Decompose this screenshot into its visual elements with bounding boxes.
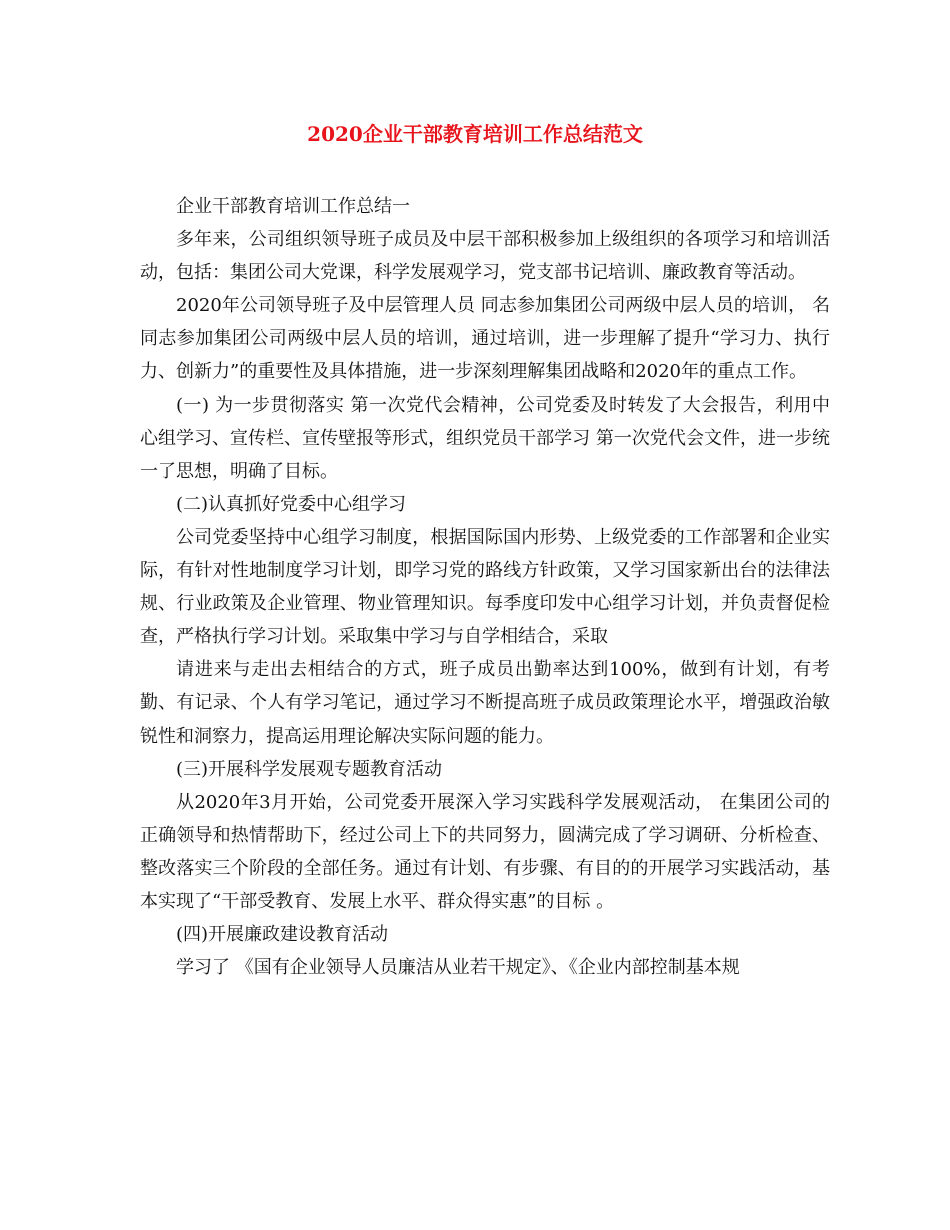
paragraph: 2020年公司领导班子及中层管理人员 同志参加集团公司两级中层人员的培训， 名同志参加集团公司两级中层人员的培训，通过培训，进一步理解了提升“学习力、执行力、创新力”的重要性及具体措施，进一步深刻理解集团战略和2020年的重点工作。	[140, 295, 830, 383]
paragraph: 多年来，公司组织领导班子成员及中层干部积极参加上级组织的各项学习和培训活动，包括：集团公司大党课，科学发展观学习，党支部书记培训、廉政教育等活动。	[140, 229, 830, 284]
section-heading: (二)认真抓好党委中心组学习	[176, 493, 407, 515]
paragraph: (一) 为一步贯彻落实 第一次党代会精神，公司党委及时转发了大会报告，利用中心组学习、宣传栏、宣传壁报等形式，组织党员干部学习 第一次党代会文件，进一步统一了思想，明确了目标。	[140, 394, 830, 482]
paragraph: 请进来与走出去相结合的方式，班子成员出勤率达到100%，做到有计划，有考勤、有记录、个人有学习笔记，通过学习不断提高班子成员政策理论水平，增强政治敏锐性和洞察力，提高运用理论解决实际问题的能力。	[140, 659, 830, 747]
section-heading: (三)开展科学发展观专题教育活动	[176, 758, 443, 780]
section-heading: 企业干部教育培训工作总结一	[176, 196, 410, 217]
paragraph: 从2020年3月开始，公司党委开展深入学习实践科学发展观活动， 在集团公司的正确领导和热情帮助下，经过公司上下的共同努力，圆满完成了学习调研、分析检查、整改落实三个阶段的全部任务。通过有计划、有步骤、有目的的开展学习实践活动，基本实现了“干部受教育、发展上水平、群众得实惠”的目标 。	[140, 791, 830, 912]
paragraph: 公司党委坚持中心组学习制度，根据国际国内形势、上级党委的工作部署和企业实际，有针对性地制度学习计划，即学习党的路线方针政策，又学习国家新出台的法律法规、行业政策及企业管理、物业管理知识。每季度印发中心组学习计划，并负责督促检查，严格执行学习计划。采取集中学习与自学相结合，采取	[140, 526, 830, 648]
section-heading: (四)开展廉政建设教育活动	[176, 924, 389, 946]
document-title: 2020企业干部教育培训工作总结范文	[307, 122, 643, 146]
document-body	[140, 190, 830, 984]
paragraph: 学习了 《国有企业领导人员廉洁从业若干规定》、《企业内部控制基本规	[176, 957, 740, 979]
